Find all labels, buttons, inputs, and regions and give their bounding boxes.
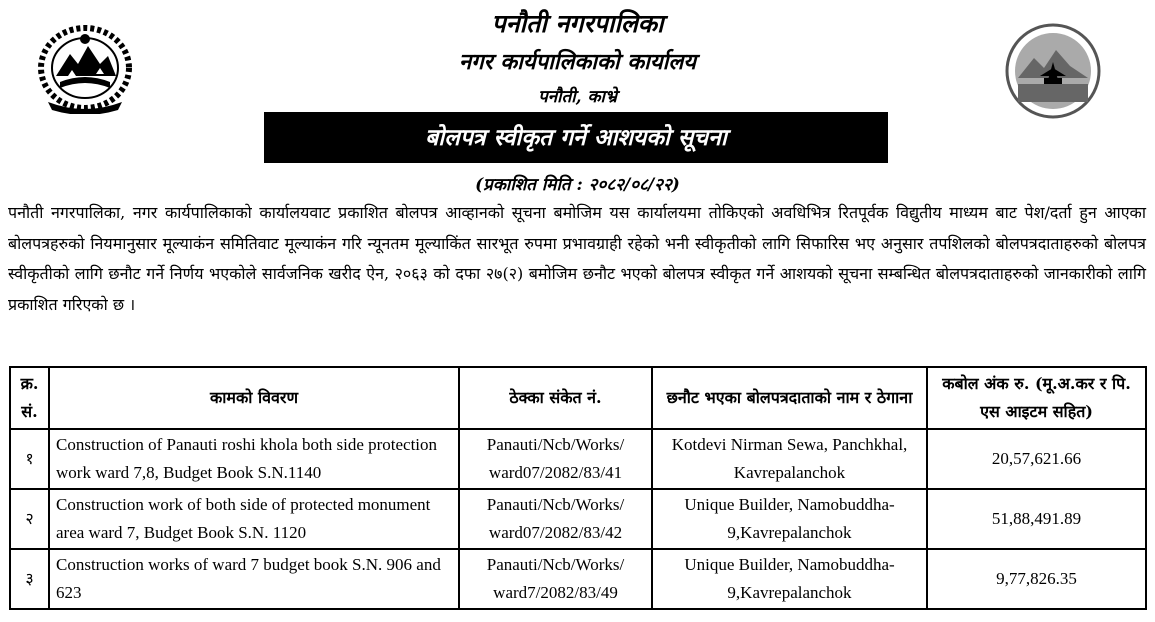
header-description: कामको विवरण [49,367,459,429]
row-serial: ३ [10,549,49,609]
table-row [10,489,1146,549]
row-description: Construction work of both side of protected monument area ward 7, Budget Book S.N. 1120 [49,489,459,549]
row-amount: 20,57,621.66 [927,429,1146,489]
header-contract-ref: ठेक्का संकेत नं. [459,367,652,429]
row-description: Construction works of ward 7 budget book S.N. 906 and 623 [49,549,459,609]
bid-table [9,366,1147,610]
notice-body: पनौती नगरपालिका, नगर कार्यपालिकाको कार्यालयवाट प्रकाशित बोलपत्र आव्हानको सूचना बमोजिम यस कार्यालयमा तोकिएको अवधिभित्र रितपूर्वक विद्युतीय माध्यम बाट पेश/दर्ता हुन आएका बोलपत्रहरुको नियमानुसार मूल्याकंन समितिवाट मूल्याकंन गरि न्यूनतम मूल्याकिंत सारभूत रुपमा प्रभावग्राही रहेको भनी स्वीकृतीको लागि सिफारिस भए अनुसार तपशिलको बोलपत्रदाताहरुको बोलपत्र स्वीकृतीको लागि छनौट गर्ने निर्णय भएकोले सार्वजनिक खरीद ऐन, २०६३ को दफा २७(२) बमोजिम छनौट भएको बोलपत्र स्वीकृत गर्ने आशयको सूचना सम्बन्धित बोलपत्रदाताहरुको जानकारीको लागि प्रकाशित गरिएको छ । [8,203,1146,314]
office-location: पनौती, काभ्रे [538,87,617,107]
table-row [10,549,1146,609]
row-bidder: Kotdevi Nirman Sewa, Panchkhal, Kavrepalanchok [652,429,927,489]
row-serial: १ [10,429,49,489]
header-serial: क्र. सं. [10,367,49,429]
row-description: Construction of Panauti roshi khola both side protection work ward 7,8, Budget Book S.N.1140 [49,429,459,489]
row-contract-ref: Panauti/Ncb/Works/ ward07/2082/83/42 [459,489,652,549]
office-name: नगर कार्यपालिकाको कार्यालय [459,49,696,75]
row-bidder: Unique Builder, Namobuddha-9,Kavrepalanchok [652,549,927,609]
row-serial: २ [10,489,49,549]
row-contract-ref: Panauti/Ncb/Works/ ward7/2082/83/49 [459,549,652,609]
row-bidder: Unique Builder, Namobuddha-9,Kavrepalanchok [652,489,927,549]
row-amount: 9,77,826.35 [927,549,1146,609]
notice-title: बोलपत्र स्वीकृत गर्ने आशयको सूचना [264,112,888,163]
organization-name: पनौती नगरपालिका [491,9,664,38]
table-row [10,429,1146,489]
published-date: (प्रकाशित मिति : २०८२/०८/२२) [475,175,680,195]
row-amount: 51,88,491.89 [927,489,1146,549]
header-amount: कबोल अंक रु. (मू.अ.कर र पि. एस आइटम सहित) [927,367,1146,429]
table-header-row [10,367,1146,429]
header-bidder: छनौट भएका बोलपत्रदाताको नाम र ठेगाना [652,367,927,429]
row-contract-ref: Panauti/Ncb/Works/ ward07/2082/83/41 [459,429,652,489]
